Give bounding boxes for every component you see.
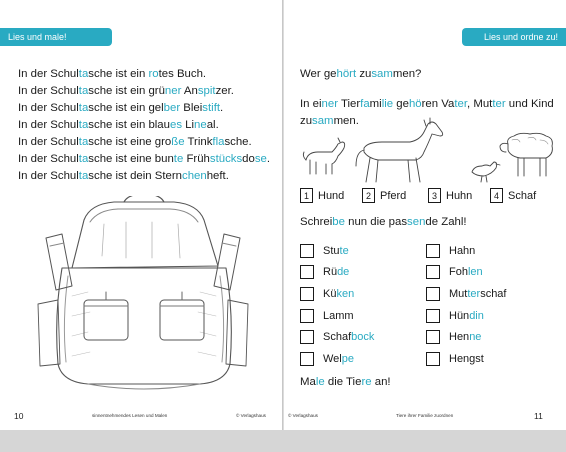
sentence bbox=[18, 83, 278, 100]
text-segment: die Tie bbox=[324, 376, 362, 388]
highlighted-syllable: ber bbox=[163, 102, 181, 114]
animal-label bbox=[490, 188, 536, 203]
text-segment: An bbox=[181, 85, 198, 97]
text-segment: In der Schul bbox=[18, 136, 79, 148]
text-segment: ge bbox=[393, 98, 409, 110]
answer-box[interactable] bbox=[300, 309, 314, 323]
text-segment: zer. bbox=[215, 85, 234, 97]
highlighted-syllable: de bbox=[337, 266, 350, 279]
text-segment: . bbox=[266, 153, 271, 165]
highlighted-syllable: sam bbox=[312, 115, 334, 127]
choice-item bbox=[300, 326, 430, 348]
highlighted-syllable: ta bbox=[78, 68, 89, 80]
text-segment: men? bbox=[392, 68, 422, 80]
answer-box[interactable] bbox=[426, 244, 440, 258]
highlighted-syllable: ner bbox=[164, 85, 182, 97]
animal-name: Hund bbox=[318, 189, 345, 202]
highlighted-syllable: es bbox=[169, 119, 183, 131]
chicken-drawing bbox=[472, 162, 500, 182]
text-segment: Foh bbox=[449, 266, 468, 279]
text-segment: sche ist ein gel bbox=[88, 102, 164, 114]
school-bag-drawing[interactable] bbox=[28, 196, 258, 398]
text-segment: sche ist ein bbox=[88, 68, 149, 80]
right-footer-title: Tiere ihrer Familie zuordnen bbox=[396, 413, 454, 418]
text-segment: In der Schul bbox=[18, 68, 79, 80]
highlighted-syllable: hö bbox=[408, 98, 422, 110]
animal-name: Huhn bbox=[446, 189, 473, 202]
text-segment: In der Schul bbox=[18, 102, 79, 114]
text-segment: Wer ge bbox=[300, 68, 337, 80]
animal-label bbox=[428, 188, 472, 203]
answer-box[interactable] bbox=[426, 287, 440, 301]
text-segment: . bbox=[220, 102, 224, 114]
highlighted-syllable: len bbox=[467, 266, 483, 279]
number-box: 3 bbox=[428, 188, 441, 203]
page-number: 10 bbox=[14, 411, 24, 421]
intro-line bbox=[300, 96, 558, 113]
choice-label bbox=[449, 331, 481, 343]
highlighted-syllable: re bbox=[361, 376, 372, 388]
answer-box[interactable] bbox=[300, 244, 314, 258]
number-box: 2 bbox=[362, 188, 375, 203]
text-segment: und Kind bbox=[505, 98, 554, 110]
text-segment: schaf bbox=[480, 287, 507, 300]
text-segment: sche. bbox=[224, 136, 252, 148]
highlighted-syllable: pe bbox=[341, 352, 354, 365]
text-segment: Wel bbox=[323, 352, 342, 365]
text-segment: sche ist dein Stern bbox=[88, 170, 183, 182]
right-page-footer bbox=[534, 408, 543, 424]
choice-label bbox=[449, 266, 483, 278]
text-segment: Mut bbox=[449, 287, 468, 300]
highlighted-syllable: sam bbox=[371, 68, 393, 80]
highlighted-syllable: ro bbox=[148, 68, 159, 80]
highlighted-syllable: ner bbox=[321, 98, 338, 110]
answer-box[interactable] bbox=[300, 330, 314, 344]
answer-box[interactable] bbox=[300, 265, 314, 279]
horse-drawing bbox=[356, 118, 443, 182]
text-segment: In der Schul bbox=[18, 153, 79, 165]
choice-label bbox=[449, 353, 484, 365]
text-segment: In ei bbox=[300, 98, 322, 110]
dog-drawing bbox=[303, 138, 344, 174]
choice-item bbox=[426, 283, 556, 305]
number-box: 1 bbox=[300, 188, 313, 203]
highlighted-syllable: stift bbox=[202, 102, 221, 114]
highlighted-syllable: be bbox=[332, 216, 345, 228]
text-segment: In der Schul bbox=[18, 170, 79, 182]
highlighted-syllable: ken bbox=[336, 287, 355, 300]
left-page-footer bbox=[14, 408, 23, 424]
text-segment: tes Buch. bbox=[158, 68, 207, 80]
text-segment: sche ist eine bun bbox=[88, 153, 174, 165]
text-segment: Hengst bbox=[449, 352, 484, 365]
choice-item bbox=[426, 262, 556, 284]
text-segment: Ma bbox=[300, 376, 316, 388]
highlighted-syllable: ta bbox=[78, 153, 89, 165]
text-segment: Hahn bbox=[449, 244, 476, 257]
right-page bbox=[284, 0, 566, 430]
text-segment: do bbox=[242, 153, 255, 165]
choice-item bbox=[300, 262, 430, 284]
left-footer-title: sinnentnehmendes Lesen und Malen bbox=[92, 413, 168, 418]
number-box: 4 bbox=[490, 188, 503, 203]
text-segment: Schrei bbox=[300, 216, 333, 228]
text-segment: de Zahl! bbox=[425, 216, 467, 228]
highlighted-syllable: le bbox=[315, 376, 325, 388]
animal-label-row bbox=[300, 188, 562, 204]
left-footer-copyright: © Verlagshaus bbox=[236, 413, 266, 418]
animal-name: Schaf bbox=[508, 189, 537, 202]
choice-label bbox=[323, 245, 349, 257]
choice-item bbox=[300, 283, 430, 305]
text-segment: Blei bbox=[180, 102, 203, 114]
page-number: 11 bbox=[534, 411, 543, 421]
highlighted-syllable: ta bbox=[78, 102, 89, 114]
text-segment: zu bbox=[356, 68, 372, 80]
highlighted-syllable: fla bbox=[212, 136, 225, 148]
left-page-tab: Lies und male! bbox=[0, 28, 112, 46]
left-page bbox=[0, 0, 282, 430]
answer-box[interactable] bbox=[426, 265, 440, 279]
text-segment: sche ist ein grü bbox=[88, 85, 165, 97]
choice-item bbox=[300, 305, 430, 327]
highlighted-syllable: ta bbox=[78, 170, 89, 182]
sentence bbox=[18, 100, 278, 117]
text-segment: men. bbox=[333, 115, 359, 127]
highlighted-syllable: ta bbox=[78, 119, 89, 131]
choice-column-right bbox=[426, 240, 556, 370]
text-segment: Früh bbox=[183, 153, 210, 165]
choice-label bbox=[449, 310, 484, 322]
instruction bbox=[300, 216, 467, 228]
sentence-list bbox=[18, 66, 278, 185]
answer-box[interactable] bbox=[300, 287, 314, 301]
text-segment: sche ist eine gro bbox=[88, 136, 172, 148]
sentence bbox=[18, 134, 278, 151]
text-segment: mi bbox=[369, 98, 382, 110]
animal-name: Pferd bbox=[380, 189, 407, 202]
choice-item bbox=[426, 240, 556, 262]
text-segment: Lamm bbox=[323, 309, 354, 322]
animal-label bbox=[300, 188, 344, 203]
sentence bbox=[18, 151, 278, 168]
animal-drawings bbox=[298, 112, 558, 190]
sentence bbox=[18, 66, 278, 83]
text-segment: In der Schul bbox=[18, 119, 79, 131]
text-segment: Li bbox=[182, 119, 195, 131]
highlighted-syllable: stücks bbox=[209, 153, 243, 165]
highlighted-syllable: te bbox=[339, 244, 349, 257]
choice-item bbox=[426, 305, 556, 327]
animal-label bbox=[362, 188, 406, 203]
text-segment: Stu bbox=[323, 244, 340, 257]
highlighted-syllable: ta bbox=[78, 136, 89, 148]
highlighted-syllable: ter bbox=[454, 98, 467, 110]
choice-item bbox=[300, 348, 430, 370]
choice-item bbox=[426, 326, 556, 348]
highlighted-syllable: ter bbox=[492, 98, 506, 110]
highlighted-syllable: fa bbox=[360, 98, 370, 110]
choice-label bbox=[323, 288, 354, 300]
answer-box[interactable] bbox=[300, 352, 314, 366]
text-segment: heft. bbox=[206, 170, 229, 182]
answer-box[interactable] bbox=[426, 352, 440, 366]
highlighted-syllable: chen bbox=[182, 170, 207, 182]
highlighted-syllable: din bbox=[469, 309, 484, 322]
text-segment: Hün bbox=[449, 309, 470, 322]
sentence bbox=[18, 168, 278, 185]
highlighted-syllable: se bbox=[254, 153, 267, 165]
choice-label bbox=[323, 266, 349, 278]
choice-label bbox=[449, 288, 506, 300]
text-segment: Schaf bbox=[323, 331, 352, 344]
highlighted-syllable: te bbox=[173, 153, 184, 165]
text-segment: zu bbox=[300, 115, 313, 127]
question bbox=[300, 68, 421, 80]
choice-label bbox=[449, 245, 475, 257]
text-segment: Trink bbox=[184, 136, 213, 148]
highlighted-syllable: ter bbox=[467, 287, 481, 300]
text-segment: nun die pas bbox=[344, 216, 408, 228]
right-footer-copyright: © Verlagshaus bbox=[288, 413, 318, 418]
choice-column-left bbox=[300, 240, 430, 370]
highlighted-syllable: hört bbox=[336, 68, 357, 80]
answer-box[interactable] bbox=[426, 309, 440, 323]
highlighted-syllable: ße bbox=[171, 136, 185, 148]
answer-box[interactable] bbox=[426, 330, 440, 344]
text-segment: Hen bbox=[449, 331, 470, 344]
highlighted-syllable: ne bbox=[469, 331, 482, 344]
choice-item bbox=[300, 240, 430, 262]
text-segment: In der Schul bbox=[18, 85, 79, 97]
right-page-tab: Lies und ordne zu! bbox=[462, 28, 566, 46]
text-segment: Kü bbox=[323, 287, 337, 300]
text-segment: Rü bbox=[323, 266, 338, 279]
highlighted-syllable: bock bbox=[351, 331, 375, 344]
choice-item bbox=[426, 348, 556, 370]
choice-label bbox=[323, 310, 354, 322]
closing-instruction bbox=[300, 376, 391, 388]
text-segment: ren Va bbox=[421, 98, 455, 110]
text-segment: al. bbox=[206, 119, 219, 131]
highlighted-syllable: lie bbox=[381, 98, 394, 110]
choice-label bbox=[323, 331, 374, 343]
highlighted-syllable: ne bbox=[194, 119, 207, 131]
highlighted-syllable: spit bbox=[197, 85, 216, 97]
highlighted-syllable: ta bbox=[78, 85, 89, 97]
text-segment: , Mut bbox=[467, 98, 493, 110]
sentence bbox=[18, 117, 278, 134]
text-segment: an! bbox=[371, 376, 391, 388]
sheep-drawing bbox=[500, 133, 552, 176]
text-segment: sche ist ein blau bbox=[88, 119, 170, 131]
text-segment: Tier bbox=[338, 98, 361, 110]
highlighted-syllable: sen bbox=[407, 216, 426, 228]
choice-label bbox=[323, 353, 354, 365]
